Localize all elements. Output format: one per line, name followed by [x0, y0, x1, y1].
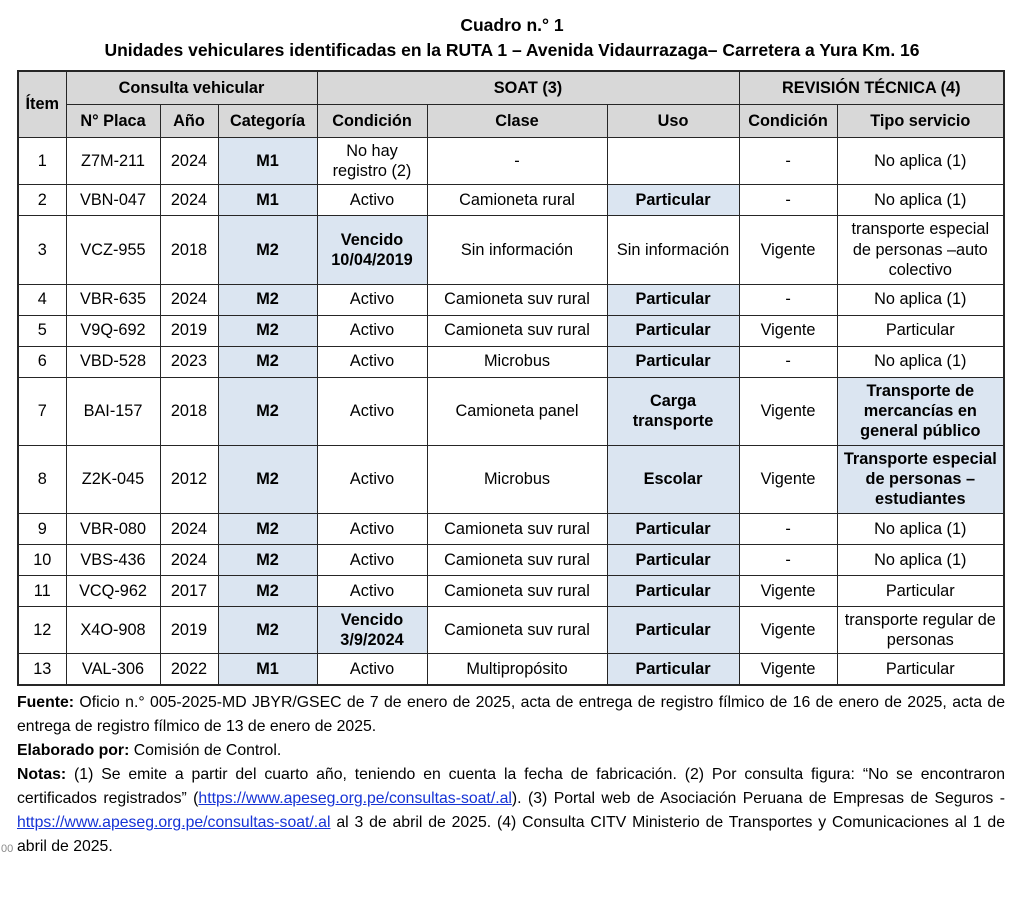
col-group-soat: SOAT (3) — [317, 71, 739, 105]
cell-soat-condicion: Vencido 3/9/2024 — [317, 606, 427, 654]
cell-rev-condicion: - — [739, 284, 837, 315]
cell-item: 6 — [18, 346, 66, 377]
cell-uso: Particular — [607, 284, 739, 315]
table-row — [18, 445, 1004, 513]
cell-placa: VBN-047 — [66, 185, 160, 216]
cell-anio: 2024 — [160, 544, 218, 575]
cell-tipo-servicio: No aplica (1) — [837, 544, 1004, 575]
elaborado-label: Elaborado por: — [17, 741, 130, 759]
table-row — [18, 346, 1004, 377]
cell-tipo-servicio: Particular — [837, 654, 1004, 685]
cell-anio: 2017 — [160, 575, 218, 606]
cell-item: 12 — [18, 606, 66, 654]
col-header-rev-condicion: Condición — [739, 104, 837, 137]
cell-tipo-servicio: No aplica (1) — [837, 185, 1004, 216]
cell-rev-condicion: - — [739, 185, 837, 216]
cell-soat-condicion: Activo — [317, 377, 427, 445]
cell-anio: 2024 — [160, 185, 218, 216]
col-header-soat-condicion: Condición — [317, 104, 427, 137]
cell-clase: - — [427, 137, 607, 185]
cell-placa: VBR-080 — [66, 513, 160, 544]
cell-anio: 2022 — [160, 654, 218, 685]
cell-rev-condicion: Vigente — [739, 216, 837, 284]
cell-uso: Particular — [607, 513, 739, 544]
cell-placa: VBR-635 — [66, 284, 160, 315]
fuente-note — [17, 691, 1005, 739]
cell-rev-condicion: Vigente — [739, 575, 837, 606]
cell-item: 4 — [18, 284, 66, 315]
cell-categoria: M1 — [218, 654, 317, 685]
header-sub-row — [18, 104, 1004, 137]
cell-anio: 2018 — [160, 377, 218, 445]
vehicles-table — [17, 70, 1005, 686]
cell-item: 5 — [18, 315, 66, 346]
col-header-clase: Clase — [427, 104, 607, 137]
table-row — [18, 315, 1004, 346]
cell-soat-condicion: Activo — [317, 544, 427, 575]
cell-rev-condicion: Vigente — [739, 654, 837, 685]
cell-tipo-servicio: No aplica (1) — [837, 513, 1004, 544]
cell-placa: V9Q-692 — [66, 315, 160, 346]
cell-clase: Camioneta suv rural — [427, 606, 607, 654]
cell-tipo-servicio: Particular — [837, 575, 1004, 606]
cell-anio: 2024 — [160, 137, 218, 185]
cell-item: 8 — [18, 445, 66, 513]
cell-rev-condicion: Vigente — [739, 377, 837, 445]
cell-uso: Particular — [607, 544, 739, 575]
cell-uso: Carga transporte — [607, 377, 739, 445]
cell-item: 13 — [18, 654, 66, 685]
cell-soat-condicion: Activo — [317, 654, 427, 685]
cell-anio: 2012 — [160, 445, 218, 513]
cell-anio: 2024 — [160, 513, 218, 544]
fuente-text: Oficio n.° 005-2025-MD JBYR/GSEC de 7 de enero de 2025, acta de entrega de registro fílmico de 16 de enero de 2025, acta de entrega de registro fílmico de 13 de enero de 2025. — [17, 693, 1005, 735]
cell-tipo-servicio: No aplica (1) — [837, 284, 1004, 315]
cell-uso: Sin información — [607, 216, 739, 284]
cell-tipo-servicio: No aplica (1) — [837, 137, 1004, 185]
elaborado-text: Comisión de Control. — [129, 741, 282, 759]
cell-uso: Escolar — [607, 445, 739, 513]
col-group-revision-tecnica: REVISIÓN TÉCNICA (4) — [739, 71, 1004, 105]
col-group-consulta-vehicular: Consulta vehicular — [66, 71, 317, 105]
cell-clase: Camioneta suv rural — [427, 315, 607, 346]
cell-categoria: M1 — [218, 185, 317, 216]
cell-placa: VBD-528 — [66, 346, 160, 377]
cell-item: 10 — [18, 544, 66, 575]
cell-item: 7 — [18, 377, 66, 445]
cell-clase: Sin información — [427, 216, 607, 284]
notas-label: Notas: — [17, 765, 67, 783]
cell-item: 11 — [18, 575, 66, 606]
cell-uso — [607, 137, 739, 185]
cell-placa: Z7M-211 — [66, 137, 160, 185]
cell-soat-condicion: Activo — [317, 315, 427, 346]
cell-categoria: M2 — [218, 284, 317, 315]
cell-anio: 2019 — [160, 315, 218, 346]
table-row — [18, 575, 1004, 606]
cell-placa: VCQ-962 — [66, 575, 160, 606]
cell-soat-condicion: Activo — [317, 185, 427, 216]
cell-categoria: M2 — [218, 606, 317, 654]
header-group-row — [18, 71, 1004, 105]
col-header-categoria: Categoría — [218, 104, 317, 137]
cell-soat-condicion: Activo — [317, 575, 427, 606]
cell-rev-condicion: - — [739, 513, 837, 544]
table-caption-title: Unidades vehiculares identificadas en la RUTA 1 – Avenida Vidaurrazaga– Carretera a Yura Km. 16 — [104, 40, 920, 61]
cell-rev-condicion: Vigente — [739, 315, 837, 346]
col-header-uso: Uso — [607, 104, 739, 137]
cell-uso: Particular — [607, 606, 739, 654]
cell-anio: 2023 — [160, 346, 218, 377]
cell-clase: Camioneta panel — [427, 377, 607, 445]
margin-page-number: 00 — [1, 843, 14, 855]
cell-tipo-servicio: transporte especial de personas –auto colectivo — [837, 216, 1004, 284]
cell-soat-condicion: No hay registro (2) — [317, 137, 427, 185]
col-header-item: Ítem — [18, 71, 66, 138]
apeseg-link[interactable]: https://www.apeseg.org.pe/consultas-soat/.al — [17, 813, 331, 831]
cell-soat-condicion: Activo — [317, 513, 427, 544]
cell-rev-condicion: - — [739, 544, 837, 575]
cell-soat-condicion: Activo — [317, 284, 427, 315]
cell-tipo-servicio: Transporte especial de personas – estudiantes — [837, 445, 1004, 513]
cell-categoria: M2 — [218, 544, 317, 575]
table-caption-number: Cuadro n.° 1 — [460, 15, 564, 35]
cell-placa: VBS-436 — [66, 544, 160, 575]
table-row — [18, 185, 1004, 216]
cell-tipo-servicio: No aplica (1) — [837, 346, 1004, 377]
cell-item: 2 — [18, 185, 66, 216]
notas-note — [17, 763, 1005, 859]
cell-soat-condicion: Vencido 10/04/2019 — [317, 216, 427, 284]
cell-clase: Microbus — [427, 346, 607, 377]
cell-clase: Camioneta suv rural — [427, 284, 607, 315]
cell-item: 9 — [18, 513, 66, 544]
table-row — [18, 654, 1004, 685]
cell-tipo-servicio: Transporte de mercancías en general público — [837, 377, 1004, 445]
table-row — [18, 606, 1004, 654]
cell-soat-condicion: Activo — [317, 445, 427, 513]
cell-rev-condicion: Vigente — [739, 445, 837, 513]
cell-uso: Particular — [607, 185, 739, 216]
cell-categoria: M2 — [218, 513, 317, 544]
cell-rev-condicion: - — [739, 137, 837, 185]
elaborado-note — [17, 739, 1005, 763]
cell-clase: Camioneta suv rural — [427, 575, 607, 606]
fuente-label: Fuente: — [17, 693, 75, 711]
cell-clase: Camioneta suv rural — [427, 513, 607, 544]
col-header-anio: Año — [160, 104, 218, 137]
cell-placa: VCZ-955 — [66, 216, 160, 284]
table-footnotes — [17, 691, 1005, 859]
cell-anio: 2024 — [160, 284, 218, 315]
cell-tipo-servicio: transporte regular de personas — [837, 606, 1004, 654]
cell-categoria: M2 — [218, 377, 317, 445]
cell-uso: Particular — [607, 315, 739, 346]
cell-categoria: M2 — [218, 575, 317, 606]
cell-categoria: M2 — [218, 315, 317, 346]
cell-rev-condicion: - — [739, 346, 837, 377]
cell-placa: X4O-908 — [66, 606, 160, 654]
cell-categoria: M1 — [218, 137, 317, 185]
cell-placa: BAI-157 — [66, 377, 160, 445]
cell-anio: 2019 — [160, 606, 218, 654]
table-row — [18, 377, 1004, 445]
cell-soat-condicion: Activo — [317, 346, 427, 377]
cell-item: 3 — [18, 216, 66, 284]
cell-clase: Camioneta rural — [427, 185, 607, 216]
cell-uso: Particular — [607, 575, 739, 606]
cell-anio: 2018 — [160, 216, 218, 284]
cell-placa: VAL-306 — [66, 654, 160, 685]
col-header-tipo-servicio: Tipo servicio — [837, 104, 1004, 137]
cell-uso: Particular — [607, 654, 739, 685]
cell-clase: Microbus — [427, 445, 607, 513]
cell-uso: Particular — [607, 346, 739, 377]
apeseg-link[interactable]: https://www.apeseg.org.pe/consultas-soat/.al — [198, 789, 512, 807]
cell-clase: Camioneta suv rural — [427, 544, 607, 575]
cell-item: 1 — [18, 137, 66, 185]
notas-text-segment: (1) Se emite a partir del cuarto año, teniendo en cuenta la fecha de fabricación. (2) Por consulta figura: “No se encontraron certificados registrados” ( — [17, 765, 1005, 807]
cell-categoria: M2 — [218, 445, 317, 513]
cell-categoria: M2 — [218, 346, 317, 377]
cell-tipo-servicio: Particular — [837, 315, 1004, 346]
col-header-placa: N° Placa — [66, 104, 160, 137]
cell-placa: Z2K-045 — [66, 445, 160, 513]
notas-text-segment: ). (3) Portal web de Asociación Peruana de Empresas de Seguros - — [511, 789, 1005, 807]
table-row — [18, 544, 1004, 575]
table-row — [18, 137, 1004, 185]
cell-clase: Multipropósito — [427, 654, 607, 685]
table-caption — [0, 13, 1024, 64]
cell-categoria: M2 — [218, 216, 317, 284]
table-row — [18, 513, 1004, 544]
cell-rev-condicion: Vigente — [739, 606, 837, 654]
notas-text-segment: al 3 de abril de 2025. (4) Consulta CITV Ministerio de Transportes y Comunicaciones al 1 de abril de 2025. — [17, 813, 1005, 855]
table-row — [18, 216, 1004, 284]
table-row — [18, 284, 1004, 315]
